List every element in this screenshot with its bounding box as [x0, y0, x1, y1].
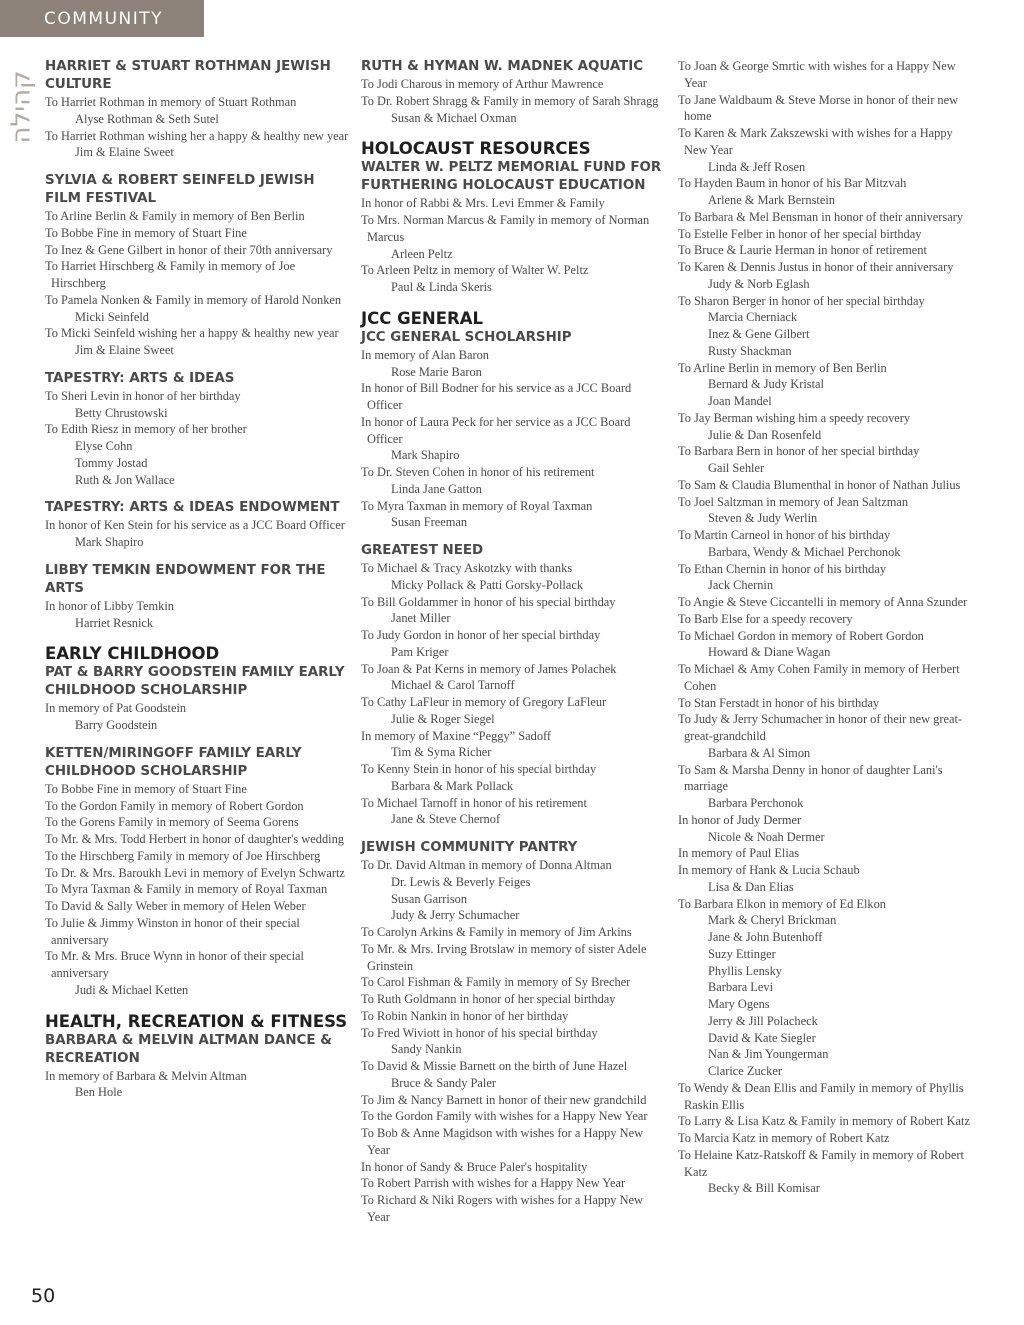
tribute-line: To Mrs. Norman Marcus & Family in memory of Norman Marcus	[361, 213, 650, 244]
tribute-line: To Michael & Amy Cohen Family in memory of Herbert Cohen	[678, 662, 960, 693]
fund-heading: TAPESTRY: ARTS & IDEAS	[45, 370, 235, 386]
tribute-line: To Arleen Peltz in memory of Walter W. Peltz	[361, 263, 589, 278]
donor-name: Betty Chrustowski	[75, 405, 168, 420]
tribute-line: To Joan & George Smrtic with wishes for a Happy New Year	[678, 59, 956, 90]
donor-name: Micky Pollack & Patti Gorsky-Pollack	[391, 577, 584, 592]
donor-name: Pam Kriger	[391, 644, 449, 659]
tribute-line: To Kenny Stein in honor of his special birthday	[361, 762, 597, 776]
donor-name: Barbara & Al Simon	[708, 745, 811, 760]
donor-name: Phyllis Lensky	[708, 963, 783, 978]
tribute-line: To Joel Saltzman in memory of Jean Saltzman	[678, 494, 909, 509]
tribute-line: In honor of Bill Bodner for his service as a JCC Board Officer	[361, 381, 632, 412]
donor-name: Mark Shapiro	[75, 535, 144, 549]
column-1	[45, 58, 351, 1112]
tribute-line: To Estelle Felber in honor of her special birthday	[678, 226, 922, 241]
tribute-line: To Karen & Mark Zakszewski with wishes for a Happy New Year	[678, 126, 953, 157]
tribute-line: To Stan Ferstadt in honor of his birthday	[678, 695, 880, 710]
donor-name: Alyse Rothman & Seth Sutel	[75, 111, 219, 126]
tribute-line: To Fred Wiviott in honor of his special birthday	[361, 1025, 598, 1040]
column-3	[678, 58, 978, 1208]
donor-name: Becky & Bill Komisar	[708, 1181, 820, 1196]
donor-name: Judi & Michael Ketten	[75, 982, 189, 997]
donor-name: Steven & Judy Werlin	[708, 511, 818, 526]
donor-name: Barbara Perchonok	[708, 796, 804, 810]
tribute-line: In memory of Pat Goodstein	[45, 701, 187, 716]
donor-name: Bruce & Sandy Paler	[391, 1075, 496, 1090]
donor-name: Joan Mandel	[708, 394, 772, 408]
tribute-line: To Jane Waldbaum & Steve Morse in honor of their new home	[678, 92, 959, 124]
donor-name: Mary Ogens	[708, 997, 770, 1011]
tribute-line: To Bruce & Laurie Herman in honor of retirement	[678, 243, 927, 258]
donor-name: Lisa & Dan Elias	[708, 879, 794, 894]
fund-heading: WALTER W. PELTZ MEMORIAL FUND FOR FURTHERING HOLOCAUST EDUCATION	[361, 160, 662, 194]
tribute-line: To Dr. Robert Shragg & Family in memory of Sarah Shragg	[361, 93, 659, 108]
donor-name: Ruth & Jon Wallace	[75, 472, 175, 487]
section-label: COMMUNITY	[44, 8, 164, 29]
tribute-line: To Sam & Marsha Denny in honor of daughter Lani's marriage	[678, 762, 943, 794]
page-number: 50	[31, 1285, 56, 1307]
donor-name: David & Kate Siegler	[708, 1030, 816, 1045]
fund-heading: HARRIET & STUART ROTHMAN JEWISH CULTURE	[45, 59, 331, 92]
donor-name: Barry Goodstein	[75, 718, 158, 732]
tribute-line: In honor of Sandy & Bruce Paler's hospitality	[361, 1159, 588, 1174]
tribute-line: To Angie & Steve Ciccantelli in memory of Anna Szunder	[678, 595, 968, 609]
category-heading: JCC GENERAL	[361, 308, 483, 328]
donor-name: Gail Sehler	[708, 461, 765, 475]
tribute-line: To Dr. & Mrs. Baroukh Levi in memory of Evelyn Schwartz	[45, 865, 345, 880]
donor-name: Rusty Shackman	[708, 343, 792, 358]
fund-heading: KETTEN/MIRINGOFF FAMILY EARLY CHILDHOOD SCHOLARSHIP	[45, 745, 302, 779]
fund-heading: JCC GENERAL SCHOLARSHIP	[361, 329, 572, 345]
donor-name: Nicole & Noah Dermer	[708, 829, 825, 844]
donor-name: Mark Shapiro	[391, 448, 460, 463]
tribute-line: In honor of Ken Stein for his service as a JCC Board Officer	[45, 518, 345, 533]
tribute-line: To Sam & Claudia Blumenthal in honor of Nathan Julius	[678, 477, 961, 492]
donor-name: Judy & Jerry Schumacher	[391, 908, 520, 923]
tribute-line: To Carolyn Arkins & Family in memory of Jim Arkins	[361, 925, 632, 939]
tribute-line: To Richard & Niki Rogers with wishes for a Happy New Year	[361, 1193, 644, 1224]
fund-heading: RUTH & HYMAN W. MADNEK AQUATIC	[361, 59, 644, 74]
tribute-line: To Harriet Hirschberg & Family in memory of Joe Hirschberg	[45, 259, 296, 290]
tribute-line: To Ruth Goldmann in honor of her special birthday	[361, 992, 616, 1006]
fund-heading: SYLVIA & ROBERT SEINFELD JEWISH FILM FESTIVAL	[45, 173, 315, 206]
tribute-line: To Jodi Charous in memory of Arthur Mawrence	[361, 77, 604, 91]
tribute-line: To Ethan Chernin in honor of his birthday	[678, 561, 887, 576]
donor-name: Jane & John Butenhoff	[708, 930, 823, 944]
tribute-line: To the Gordon Family with wishes for a Happy New Year	[361, 1109, 648, 1124]
tribute-line: To Harriet Rothman in memory of Stuart Rothman	[45, 95, 297, 109]
tribute-section	[45, 172, 351, 359]
tribute-line: To Sharon Berger in honor of her special birthday	[678, 293, 925, 308]
tribute-line: To Mr. & Mrs. Todd Herbert in honor of daughter's wedding	[45, 832, 344, 846]
tribute-line: To Joan & Pat Kerns in memory of James Polachek	[361, 661, 617, 676]
tribute-line: In honor of Rabbi & Mrs. Levi Emmer & Family	[361, 196, 605, 211]
tribute-line: To Myra Taxman & Family in memory of Royal Taxman	[45, 882, 328, 897]
tribute-line: To Mr. & Mrs. Irving Brotslaw in memory of sister Adele Grinstein	[361, 941, 647, 973]
tribute-line: To Edith Riesz in memory of her brother	[45, 422, 247, 437]
category-heading: EARLY CHILDHOOD	[45, 644, 220, 664]
donor-name: Elyse Cohn	[75, 439, 133, 453]
donor-name: Micki Seinfeld	[75, 309, 149, 324]
donor-name: Suzy Ettinger	[708, 946, 776, 961]
tribute-line: In memory of Barbara & Melvin Altman	[45, 1068, 247, 1083]
donor-name: Rose Marie Baron	[391, 364, 482, 379]
tribute-line: In honor of Libby Temkin	[45, 598, 174, 613]
tribute-line: In memory of Hank & Lucia Schaub	[678, 863, 860, 877]
tribute-section	[361, 307, 667, 531]
tribute-line: To Judy & Jerry Schumacher in honor of their new great-great-grandchild	[678, 712, 963, 743]
tribute-line: In memory of Alan Baron	[361, 347, 490, 362]
donor-name: Tommy Jostad	[75, 455, 148, 470]
tribute-line: To Myra Taxman in memory of Royal Taxman	[361, 498, 593, 513]
tribute-line: To Sheri Levin in honor of her birthday	[45, 388, 241, 403]
tribute-line: In memory of Paul Elias	[678, 846, 800, 861]
tribute-line: To Marcia Katz in memory of Robert Katz	[678, 1131, 890, 1145]
tribute-section	[361, 137, 667, 296]
category-heading: HOLOCAUST RESOURCES	[361, 139, 591, 159]
tribute-line: In honor of Judy Dermer	[678, 812, 802, 827]
tribute-line: To the Gorens Family in memory of Seema Gorens	[45, 815, 299, 830]
tribute-line: To Jay Berman wishing him a speedy recovery	[678, 410, 911, 425]
donor-name: Arleen Peltz	[391, 246, 453, 261]
tribute-section	[45, 1010, 351, 1102]
tribute-section	[678, 58, 978, 1197]
tribute-line: To Robert Parrish with wishes for a Happy New Year	[361, 1176, 626, 1191]
donor-name: Linda Jane Gatton	[391, 481, 482, 496]
tribute-line: To Julie & Jimmy Winston in honor of their special anniversary	[45, 915, 300, 947]
donor-name: Sandy Nankin	[391, 1042, 462, 1057]
donor-name: Barbara, Wendy & Michael Perchonok	[708, 544, 901, 559]
tribute-line: In memory of Maxine “Peggy” Sadoff	[361, 728, 552, 743]
donor-name: Julie & Roger Siegel	[391, 711, 495, 726]
donor-name: Linda & Jeff Rosen	[708, 159, 806, 174]
tribute-line: To Karen & Dennis Justus in honor of their anniversary	[678, 260, 954, 274]
section-tab	[0, 0, 204, 37]
donor-name: Jim & Elaine Sweet	[75, 343, 174, 357]
tribute-line: To Dr. Steven Cohen in honor of his retirement	[361, 465, 595, 479]
donor-name: Barbara & Mark Pollack	[391, 778, 514, 793]
donor-name: Michael & Carol Tarnoff	[391, 678, 515, 693]
tribute-line: To Bobbe Fine in memory of Stuart Fine	[45, 225, 247, 240]
donor-name: Ben Hole	[75, 1085, 123, 1100]
donor-name: Jane & Steve Chernof	[391, 812, 501, 827]
tribute-line: To Pamela Nonken & Family in memory of Harold Nonken	[45, 292, 342, 307]
tribute-line: To Jim & Nancy Barnett in honor of their new grandchild	[361, 1092, 647, 1107]
tribute-line: To Hayden Baum in honor of his Bar Mitzvah	[678, 176, 907, 191]
tribute-line: To Dr. David Altman in memory of Donna Altman	[361, 858, 612, 872]
donor-name: Paul & Linda Skeris	[391, 280, 492, 294]
tribute-line: To Helaine Katz-Ratskoff & Family in memory of Robert Katz	[678, 1147, 964, 1179]
tribute-line: To Mr. & Mrs. Bruce Wynn in honor of their special anniversary	[45, 949, 305, 980]
column-2	[361, 58, 667, 1237]
tribute-line: In honor of Laura Peck for her service as a JCC Board Officer	[361, 414, 631, 446]
donor-name: Jerry & Jill Polacheck	[708, 1013, 818, 1028]
donor-name: Bernard & Judy Kristal	[708, 377, 824, 392]
donor-name: Dr. Lewis & Beverly Feiges	[391, 874, 531, 889]
donor-name: Howard & Diane Wagan	[708, 645, 831, 660]
tribute-line: To the Gordon Family in memory of Robert Gordon	[45, 798, 304, 813]
tribute-line: To Martin Carneol in honor of his birthday	[678, 528, 891, 542]
donor-name: Julie & Dan Rosenfeld	[708, 427, 822, 442]
category-heading: HEALTH, RECREATION & FITNESS	[45, 1011, 348, 1031]
fund-heading: BARBARA & MELVIN ALTMAN DANCE & RECREATION	[45, 1032, 332, 1066]
tribute-line: To Larry & Lisa Katz & Family in memory of Robert Katz	[678, 1114, 970, 1129]
tribute-section	[45, 499, 351, 551]
tribute-line: To Bill Goldammer in honor of his special birthday	[361, 594, 616, 609]
donor-name: Judy & Norb Eglash	[708, 276, 810, 291]
tribute-line: To Barb Else for a speedy recovery	[678, 611, 853, 626]
tribute-line: To David & Missie Barnett on the birth of June Hazel	[361, 1059, 628, 1073]
tribute-line: To Harriet Rothman wishing her a happy & healthy new year	[45, 128, 349, 143]
hebrew-side-label	[6, 52, 36, 162]
tribute-line: To Cathy LaFleur in memory of Gregory LaFleur	[361, 695, 607, 709]
fund-heading: GREATEST NEED	[361, 543, 484, 558]
tribute-line: To Michael Tarnoff in honor of his retirement	[361, 795, 587, 810]
tribute-line: To Robin Nankin in honor of her birthday	[361, 1008, 569, 1023]
tribute-line: To Bobbe Fine in memory of Stuart Fine	[45, 781, 247, 796]
fund-heading: LIBBY TEMKIN ENDOWMENT FOR THE ARTS	[45, 562, 326, 596]
tribute-line: To Micki Seinfeld wishing her a happy & healthy new year	[45, 326, 339, 341]
fund-heading: JEWISH COMMUNITY PANTRY	[361, 840, 578, 855]
fund-heading: TAPESTRY: ARTS & IDEAS ENDOWMENT	[45, 500, 340, 516]
tribute-section	[45, 562, 351, 632]
donor-name: Jack Chernin	[708, 578, 774, 593]
tribute-line: To the Hirschberg Family in memory of Joe Hirschberg	[45, 848, 321, 863]
donor-name: Arlene & Mark Bernstein	[708, 193, 835, 207]
donor-name: Harriet Resnick	[75, 615, 154, 630]
donor-name: Inez & Gene Gilbert	[708, 327, 810, 341]
donor-name: Clarice Zucker	[708, 1064, 782, 1078]
tribute-line: To Barbara & Mel Bensman in honor of their anniversary	[678, 209, 964, 224]
tribute-section	[45, 370, 351, 489]
fund-heading: PAT & BARRY GOODSTEIN FAMILY EARLY CHILDHOOD SCHOLARSHIP	[45, 665, 345, 699]
tribute-section	[45, 58, 351, 161]
tribute-line: To Carol Fishman & Family in memory of Sy Brecher	[361, 975, 631, 990]
donor-name: Nan & Jim Youngerman	[708, 1047, 829, 1062]
hebrew-label-text: קהילה	[6, 70, 37, 144]
tribute-line: To Arline Berlin & Family in memory of Ben Berlin	[45, 209, 305, 223]
tribute-line: To Inez & Gene Gilbert in honor of their 70th anniversary	[45, 242, 333, 257]
tribute-section	[361, 58, 667, 126]
tribute-line: To Bob & Anne Magidson with wishes for a Happy New Year	[361, 1126, 644, 1157]
donor-name: Mark & Cheryl Brickman	[708, 913, 837, 928]
tribute-section	[45, 642, 351, 734]
donor-name: Susan Garrison	[391, 891, 468, 906]
tribute-line: To Wendy & Dean Ellis and Family in memory of Phyllis Raskin Ellis	[678, 1080, 964, 1112]
tribute-line: To Michael & Tracy Askotzky with thanks	[361, 561, 573, 575]
donor-name: Jim & Elaine Sweet	[75, 145, 174, 160]
tribute-section	[45, 745, 351, 999]
tribute-line: To Arline Berlin in memory of Ben Berlin	[678, 360, 887, 375]
donor-name: Susan & Michael Oxman	[391, 110, 517, 125]
tribute-line: To Judy Gordon in honor of her special birthday	[361, 628, 601, 642]
donor-name: Marcia Cherniack	[708, 310, 798, 325]
donor-name: Susan Freeman	[391, 515, 468, 530]
tribute-line: To Barbara Elkon in memory of Ed Elkon	[678, 896, 887, 911]
tribute-line: To Barbara Bern in honor of her special birthday	[678, 444, 920, 459]
tribute-line: To Michael Gordon in memory of Robert Gordon	[678, 628, 924, 643]
tribute-section	[361, 542, 667, 828]
donor-name: Janet Miller	[391, 611, 451, 626]
tribute-line: To David & Sally Weber in memory of Helen Weber	[45, 899, 306, 913]
donor-name: Tim & Syma Richer	[391, 745, 492, 760]
donor-name: Barbara Levi	[708, 980, 774, 995]
tribute-section	[361, 839, 667, 1226]
